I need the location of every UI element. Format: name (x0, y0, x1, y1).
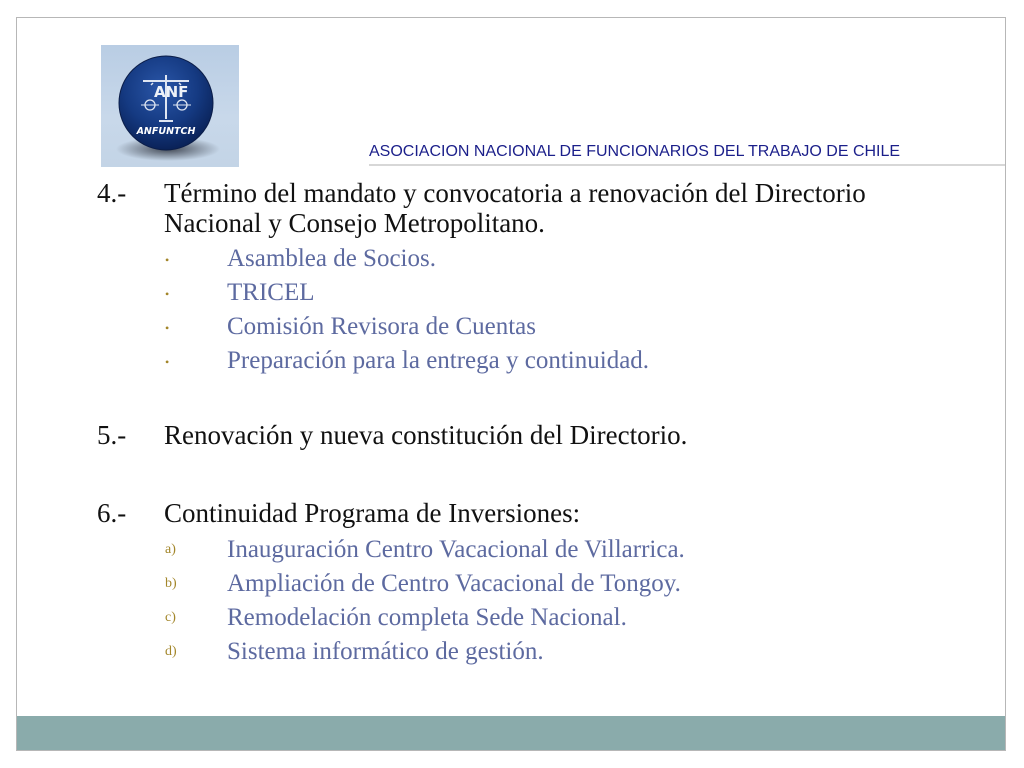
agenda-item-number: 6.- (97, 498, 127, 528)
list-marker: d) (165, 644, 177, 659)
logo-emblem-icon (101, 45, 239, 167)
bullet-marker: • (165, 321, 170, 335)
logo-text: ANFUNTCH (136, 126, 196, 137)
list-item-label: Asamblea de Socios. (227, 245, 436, 272)
bullet-marker: • (165, 355, 170, 369)
bullet-marker: • (165, 253, 170, 267)
list-item-label: TRICEL (227, 279, 315, 306)
list-item-label: Sistema informático de gestión. (227, 638, 544, 665)
footer-bar (17, 716, 1006, 751)
list-item-label: Comisión Revisora de Cuentas (227, 313, 536, 340)
agenda-item-number: 5.- (97, 420, 127, 450)
list-item-label: Inauguración Centro Vacacional de Villarrica. (227, 536, 685, 563)
list-marker: b) (165, 576, 177, 591)
slide (16, 17, 1006, 751)
bullet-marker: • (165, 287, 170, 301)
list-marker: a) (165, 542, 176, 557)
anfuntch-logo (101, 45, 239, 167)
header-divider (369, 164, 1005, 166)
agenda-item-text: Continuidad Programa de Inversiones: (164, 498, 581, 528)
agenda-item-text: Término del mandato y convocatoria a renovación del Directorio Nacional y Consejo Metropolitano. (164, 178, 866, 238)
agenda-item-text: Renovación y nueva constitución del Directorio. (164, 420, 688, 450)
organization-name: ASOCIACION NACIONAL DE FUNCIONARIOS DEL TRABAJO DE CHILE (369, 143, 901, 160)
list-item-label: Preparación para la entrega y continuidad. (227, 347, 650, 374)
svg-text:ANF: ANF (154, 83, 189, 101)
list-item-label: Remodelación completa Sede Nacional. (227, 604, 627, 631)
list-item-label: Ampliación de Centro Vacacional de Tongoy. (227, 570, 681, 597)
agenda-item-number: 4.- (97, 178, 127, 208)
list-marker: c) (165, 610, 176, 625)
